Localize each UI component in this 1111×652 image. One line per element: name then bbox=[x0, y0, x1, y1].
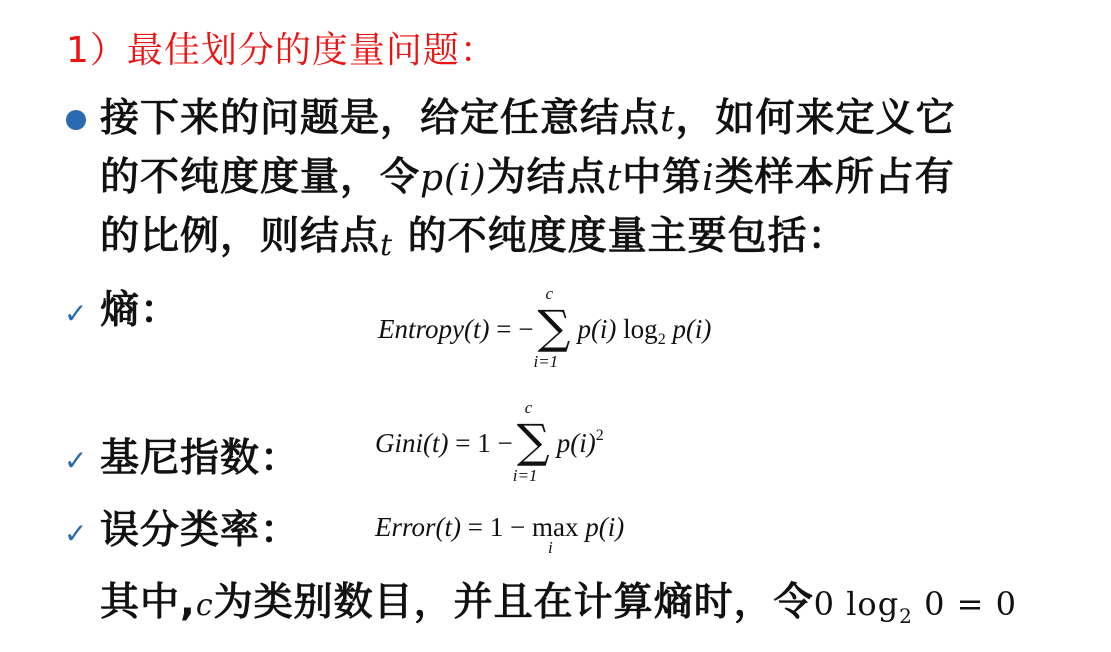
paragraph-line-2 bbox=[100, 155, 955, 202]
paragraph-text: 为结点 bbox=[486, 155, 607, 200]
footer-line bbox=[100, 580, 1017, 639]
paragraph-text: 类样本所占有 bbox=[714, 155, 955, 200]
paragraph-text: 的不纯度度量，令 bbox=[100, 155, 421, 200]
item-label-gini: 基尼指数： bbox=[100, 436, 301, 481]
max-label: max bbox=[531, 512, 579, 542]
item-label-error: 误分类率： bbox=[100, 508, 301, 553]
formula-log-base: 2 bbox=[657, 331, 666, 349]
footer-text: 其中, bbox=[100, 580, 196, 625]
formula-lhs: Gini(t) bbox=[375, 428, 449, 459]
sum-upper-limit: c bbox=[545, 284, 553, 303]
math-var-t: t bbox=[606, 158, 623, 199]
sum-symbol: ∑ c i=1 bbox=[533, 284, 571, 371]
footer-math: 0 = 0 bbox=[912, 585, 1017, 623]
checkmark-icon: ✓ bbox=[64, 297, 88, 330]
formula-term: p(i) bbox=[578, 512, 625, 542]
math-var-i: i bbox=[702, 158, 715, 199]
sum-symbol: ∑ c i=1 bbox=[512, 398, 550, 485]
max-operator bbox=[531, 512, 579, 557]
formula-eq: = 1 − bbox=[448, 428, 513, 459]
checkmark-icon: ✓ bbox=[64, 517, 88, 550]
section-heading: 1）最佳划分的度量问题： bbox=[66, 30, 497, 71]
paragraph-line-1 bbox=[100, 96, 956, 143]
math-var-t: t bbox=[380, 228, 394, 263]
formula-term: p(i) bbox=[665, 314, 712, 345]
paragraph-text: 接下来的问题是，给定任意结点 bbox=[100, 96, 661, 141]
formula-eq: = − bbox=[489, 314, 534, 345]
item-label-entropy: 熵： bbox=[100, 288, 181, 333]
formula-term: p(i) bbox=[556, 428, 596, 459]
sum-upper-limit: c bbox=[524, 398, 533, 417]
footer-math-sub: 2 bbox=[899, 604, 913, 628]
paragraph-line-3 bbox=[100, 214, 848, 269]
formula-term: p(i) bbox=[577, 314, 617, 345]
paragraph-text: 的不纯度度量主要包括： bbox=[393, 214, 848, 259]
formula-lhs: Error(t) bbox=[375, 512, 461, 542]
entropy-formula bbox=[378, 284, 712, 371]
formula-eq: = 1 − bbox=[461, 512, 532, 542]
bullet-dot-icon bbox=[66, 110, 86, 130]
footer-text: 为类别数目，并且在计算熵时，令 bbox=[213, 580, 814, 625]
gini-formula bbox=[375, 398, 604, 485]
footer-math: 0 log bbox=[813, 585, 900, 623]
formula-exponent: 2 bbox=[595, 427, 604, 445]
sum-lower-limit: i=1 bbox=[533, 352, 559, 371]
sum-lower-limit: i=1 bbox=[512, 466, 538, 485]
math-var-c: c bbox=[195, 588, 214, 623]
formula-log: log bbox=[616, 314, 658, 345]
max-subscript: i bbox=[547, 538, 553, 557]
paragraph-text: 的比例，则结点 bbox=[100, 214, 381, 259]
checkmark-icon: ✓ bbox=[64, 444, 88, 477]
error-formula bbox=[375, 512, 625, 557]
paragraph-text: 中第 bbox=[622, 155, 703, 200]
formula-lhs: Entropy(t) bbox=[378, 314, 490, 345]
paragraph-text: ，如何来定义它 bbox=[675, 96, 956, 141]
math-var-t: t bbox=[660, 99, 676, 140]
math-p-i: p(i) bbox=[420, 158, 487, 199]
